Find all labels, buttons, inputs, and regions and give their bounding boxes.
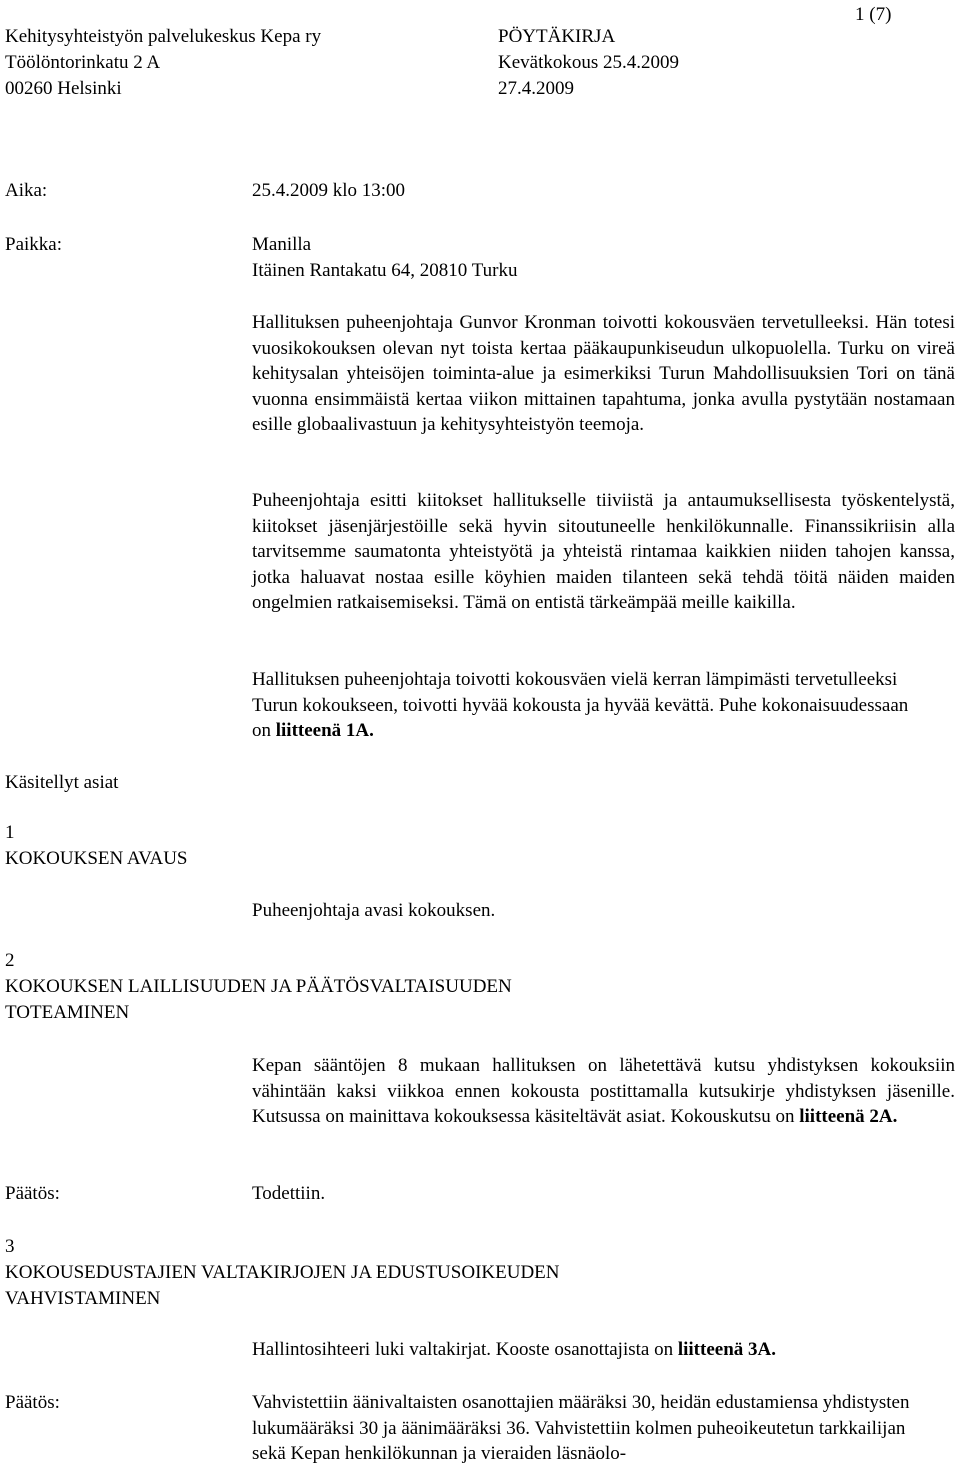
item-2-decision-text: Todettiin.	[252, 1183, 326, 1204]
attachment-ref-1a: liitteenä 1A.	[275, 720, 374, 742]
time-label: Aika:	[5, 180, 48, 201]
item-2-number: 2	[5, 950, 15, 971]
meeting-name: Kevätkokous 25.4.2009	[498, 52, 680, 73]
org-postal: 00260 Helsinki	[5, 78, 122, 99]
attachment-ref-2a: liitteenä 2A.	[799, 1106, 898, 1128]
doc-date: 27.4.2009	[498, 78, 574, 99]
org-street: Töölöntorinkatu 2 A	[5, 52, 161, 73]
item-3-text	[252, 1337, 776, 1363]
doc-type: PÖYTÄKIRJA	[498, 26, 616, 47]
item-1-title: KOKOUKSEN AVAUS	[5, 848, 188, 869]
place-label: Paikka:	[5, 234, 62, 255]
item-2-text-body: Kepan sääntöjen 8 mukaan hallituksen on lähetettävä kutsu yhdistyksen kokouksiin vähintään kaksi viikkoa ennen kokousta postittamalla kutsukirje yhdistyksen jäsenille. Kutsussa on mainittava kokouksessa käsiteltävät asiat. Kokouskutsu on	[252, 1055, 955, 1128]
item-2-title-line-1: KOKOUKSEN LAILLISUUDEN JA PÄÄTÖSVALTAISUUDEN	[5, 976, 512, 997]
time-value: 25.4.2009 klo 13:00	[252, 180, 406, 201]
item-3-title-line-2: VAHVISTAMINEN	[5, 1288, 161, 1309]
item-3-number: 3	[5, 1236, 15, 1257]
item-3-text-body: Hallintosihteeri luki valtakirjat. Kooste osanottajista on	[252, 1339, 678, 1360]
intro-paragraph-3	[252, 667, 932, 744]
intro-paragraph-1: Hallituksen puheenjohtaja Gunvor Kronman toivotti kokousväen tervetulleeksi. Hän totesi vuosikokouksen olevan nyt toista kertaa pääkaupunkiseudun ulkopuolella. Turku on vireä kehitysalan yhteisöjen toiminta-alue ja esimerkiksi Turun Mahdollisuuksien Tori on tänä vuonna ensimmäistä kertaa viikon mittainen tapahtuma, jonka avulla pystytään nostamaan esille globaalivastuun ja kehitysyhteistyön teemoja.	[252, 312, 955, 436]
item-2-decision-label: Päätös:	[5, 1183, 60, 1204]
attachment-ref-3a: liitteenä 3A.	[677, 1339, 776, 1360]
intro-paragraph-3-text: Hallituksen puheenjohtaja toivotti kokousväen vielä kerran lämpimästi tervetulleeksi Turun kokoukseen, toivotti hyvää kokousta ja hyvää kevättä. Puhe kokonaisuudessaan on	[252, 669, 909, 742]
page-number: 1 (7)	[855, 4, 892, 25]
item-2-title-line-2: TOTEAMINEN	[5, 1002, 130, 1023]
place-address: Itäinen Rantakatu 64, 20810 Turku	[252, 260, 518, 281]
item-3-title-line-1: KOKOUSEDUSTAJIEN VALTAKIRJOJEN JA EDUSTUSOIKEUDEN	[5, 1262, 560, 1283]
item-3-decision-text: Vahvistettiin äänivaltaisten osanottajien määräksi 30, heidän edustamiensa yhdistysten lukumääräksi 30 ja äänimääräksi 36. Vahvistettiin kolmen puheoikeutetun tarkkailijan sekä Kepan henkilökunnan ja vieraiden läsnäolo-	[252, 1392, 910, 1465]
intro-paragraph-2: Puheenjohtaja esitti kiitokset hallitukselle tiiviistä ja antaumuksellisesta työskentelystä, kiitokset jäsenjärjestöille sekä hyvin sitoutuneelle henkilökunnalle. Finanssikriisin alla tarvitsemme saumatonta yhteistyötä ja yhteistä rintamaa kaikkien niiden tahojen kanssa, jotka haluavat nostaa esille köyhien maiden tilanteen sekä tehdä töitä näiden maiden ongelmien ratkaisemiseksi. Tämä on entistä tärkeämpää meille kaikilla.	[252, 490, 955, 614]
item-1-number: 1	[5, 822, 15, 843]
item-2-text	[252, 1053, 955, 1130]
agenda-label: Käsitellyt asiat	[5, 772, 119, 793]
item-3-decision-label: Päätös:	[5, 1392, 60, 1413]
org-name: Kehitysyhteistyön palvelukeskus Kepa ry	[5, 26, 322, 47]
place-name: Manilla	[252, 234, 312, 255]
item-1-text: Puheenjohtaja avasi kokouksen.	[252, 900, 496, 921]
